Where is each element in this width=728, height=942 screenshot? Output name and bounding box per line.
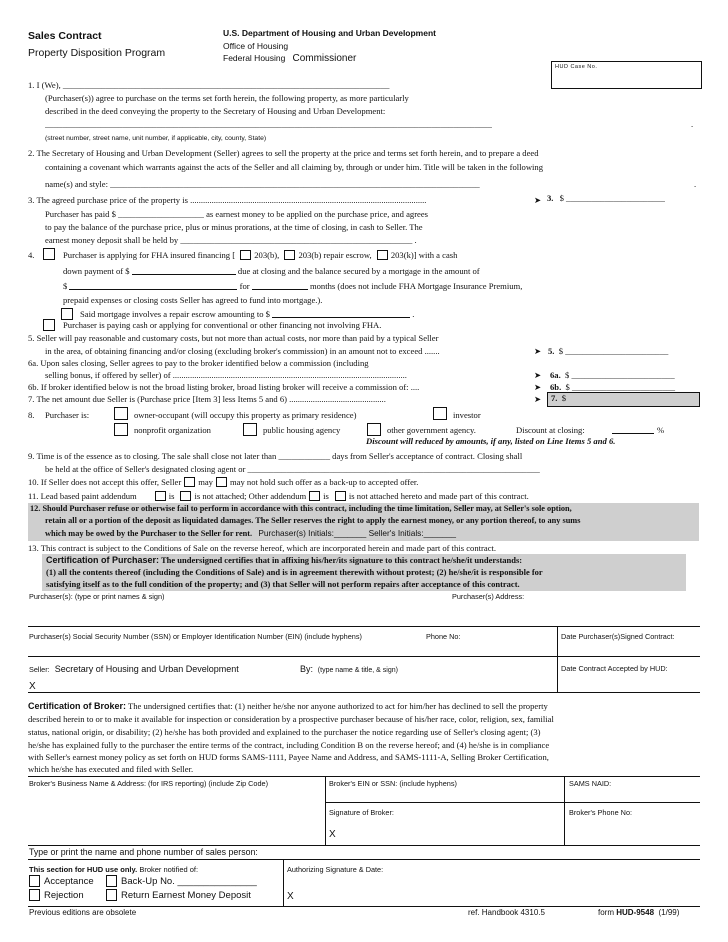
date-accepted-label: Date Contract Accepted by HUD: bbox=[561, 664, 668, 673]
cash-financing-checkbox[interactable] bbox=[43, 319, 55, 331]
broker-signature-label: Signature of Broker: bbox=[329, 808, 394, 817]
broker-ein-label: Broker's EIN or SSN: (include hyphens) bbox=[329, 779, 457, 788]
item-1-dot: . bbox=[691, 119, 694, 129]
other-addendum-is-not-checkbox[interactable] bbox=[335, 491, 346, 501]
purchasers-name-field[interactable] bbox=[28, 600, 451, 626]
broker-cert-line-1: Certification of Broker: The undersigned certifies that: (1) neither he/she nor anyone authorized to act for him/her has declined to sell the property bbox=[28, 701, 548, 711]
footer-form-number: form HUD-9548 (1/99) bbox=[598, 908, 680, 917]
date-signed-label: Date Purchaser(s)Signed Contract: bbox=[561, 632, 675, 641]
item-1-line-b: (Purchaser(s)) agree to purchase on the terms set forth herein, the following property, as more particularly bbox=[45, 93, 409, 103]
item-12-line-a: 12. Should Purchaser refuse or otherwise fail to perform in accordance with this contract, including the time limitation, Seller may, at Seller's sole option, bbox=[30, 504, 572, 513]
item-1-line-a: 1. I (We), ____________________________________________________________________________ bbox=[28, 80, 390, 90]
item-3-line-a: 3. The agreed purchase price of the property is .............................................................................................................. bbox=[28, 195, 427, 205]
item-2-name-style-line[interactable]: name(s) and style: ______________________________________________________________________________________ bbox=[45, 179, 480, 189]
repair-escrow-amount-field[interactable] bbox=[272, 309, 410, 318]
item-3-dollar: $ _______________________ bbox=[559, 193, 665, 203]
broker-cert-line-3: status, national origin, or disability; (2) he/she has both provided and explained to the purchaser the notice regarding use of Seller's closing agent; (3) bbox=[28, 727, 541, 737]
auth-signature-label: Authorizing Signature & Date: bbox=[287, 865, 384, 874]
public-housing-label: public housing agency bbox=[263, 425, 341, 435]
broker-cert-line-5: with Seller's earnest money policy as set forth on HUD forms SAMS-1111, Payee Name and Address, and SAMS-1111-A, Selling Broker Certification, bbox=[28, 752, 549, 762]
discount-percent: % bbox=[657, 425, 665, 435]
item-8-number: 8. bbox=[28, 410, 35, 420]
item-6b-line: 6b. If broker identified below is not the broad listing broker, broad listing broker will receive a commission of: .... bbox=[28, 382, 420, 392]
return-em-label: Return Earnest Money Deposit bbox=[121, 890, 251, 901]
item-4-line-f: Purchaser is paying cash or applying for conventional or other financing not involving FHA. bbox=[63, 320, 382, 330]
other-addendum-is-checkbox[interactable] bbox=[309, 491, 320, 501]
purchasers-label: Purchaser(s): (type or print names & sign) bbox=[29, 592, 165, 601]
item-5-line-a: 5. Seller will pay reasonable and customary costs, but not more than actual costs, nor more than paid by a typical Seller bbox=[28, 333, 439, 343]
item-1-address-line[interactable]: ________________________________________________________________________________________________________ bbox=[45, 119, 492, 129]
item-6b-field[interactable]: 6b. $ ________________________ bbox=[550, 382, 676, 392]
item-7-net-amount-field[interactable]: 7. $ bbox=[547, 392, 700, 407]
203b-checkbox[interactable] bbox=[240, 250, 251, 260]
item-9-line-a: 9. Time is of the essence as to closing. The sale shall close not later than ____________ days from Seller's acceptance of contract. Closing shall bbox=[28, 451, 523, 461]
item-4-fha-checkbox[interactable] bbox=[43, 248, 55, 260]
nonprofit-label: nonprofit organization bbox=[134, 425, 211, 435]
broker-cert-line-6: which he/she has executed and filed with Seller. bbox=[28, 764, 194, 774]
sales-person-label: Type or print the name and phone number of sales person: bbox=[29, 847, 258, 857]
item-4-line-a: Purchaser is applying for FHA insured financing [ 203(b), 203(b) repair escrow, 203(k)] with a cash bbox=[63, 250, 458, 260]
cert-line-b: (1) all the contents thereof (including the Conditions of Sale) and is in agreement therewith without protest; (2) he/she/it is responsible for bbox=[46, 567, 543, 577]
item-6a-arrow-icon: ➤ bbox=[534, 370, 542, 380]
owner-occupant-label: owner-occupant (will occupy this property as primary residence) bbox=[134, 410, 357, 420]
item-5-line-b: in the area, of obtaining financing and/or closing (excluding broker's commission) in an amount not to exceed ....... bbox=[45, 346, 440, 356]
owner-occupant-checkbox[interactable] bbox=[114, 407, 128, 420]
other-gov-checkbox[interactable] bbox=[367, 423, 381, 436]
item-9-line-b: be held at the office of Seller's designated closing agent or ____________________________________________________________________ bbox=[45, 464, 540, 474]
backup-may-not-checkbox[interactable] bbox=[216, 477, 227, 487]
public-housing-checkbox[interactable] bbox=[243, 423, 257, 436]
broker-cert-line-2: described herein to or to make it available for inspection or consideration by a prospective purchaser because of his/her race, color, religion, sex, familial bbox=[28, 714, 554, 724]
item-3-box-label: 3. bbox=[547, 193, 554, 203]
footer-obsolete: Previous editions are obsolete bbox=[29, 908, 137, 917]
acceptance-label: Acceptance bbox=[44, 876, 94, 887]
rejection-checkbox[interactable] bbox=[29, 889, 40, 901]
form-title: Sales Contract bbox=[28, 30, 102, 42]
broker-signature-x[interactable]: X bbox=[329, 829, 336, 840]
repair-escrow-checkbox[interactable] bbox=[61, 308, 73, 320]
mortgage-months-field[interactable] bbox=[252, 281, 308, 290]
ssn-field[interactable] bbox=[28, 642, 553, 656]
hud-only-label: This section for HUD use only. Broker notified of: bbox=[29, 865, 199, 874]
item-12-line-b: retain all or a portion of the deposit as liquidated damages. The Seller reserves the right to apply the earnest money, or any portion thereof, to any sums bbox=[45, 516, 581, 525]
item-7-arrow-icon: ➤ bbox=[534, 394, 542, 404]
item-4-line-b: down payment of $ due at closing and the balance secured by a mortgage in the amount of bbox=[63, 266, 480, 276]
acceptance-checkbox[interactable] bbox=[29, 875, 40, 887]
203k-checkbox[interactable] bbox=[377, 250, 388, 260]
seller-signature-x[interactable]: X bbox=[29, 681, 36, 692]
item-6b-arrow-icon: ➤ bbox=[534, 382, 542, 392]
broker-name-label: Broker's Business Name & Address: (for IRS reporting) (include Zip Code) bbox=[29, 779, 269, 788]
item-5-field[interactable]: 5. $ ________________________ bbox=[548, 346, 669, 356]
cert-line-c: satisfying itself as to the full condition of the property; and (3) that Seller will not perform repairs after acceptance of this contract. bbox=[46, 579, 520, 589]
broker-phone-label: Broker's Phone No: bbox=[569, 808, 633, 817]
item-3-line-d: earnest money deposit shall be held by ______________________________________________________ . bbox=[45, 235, 417, 245]
lead-paint-is-checkbox[interactable] bbox=[155, 491, 166, 501]
form-subtitle: Property Disposition Program bbox=[28, 47, 166, 59]
discount-note: Discount will reduced by amounts, if any, listed on Line Items 5 and 6. bbox=[366, 436, 616, 446]
hud-case-label: HUD Case No. bbox=[555, 64, 598, 70]
item-2-line-a: 2. The Secretary of Housing and Urban Development (Seller) agrees to sell the property at the price and terms set forth herein, and to prepare a deed bbox=[28, 148, 539, 158]
footer-handbook: ref. Handbook 4310.5 bbox=[468, 908, 545, 917]
auth-signature-x[interactable]: X bbox=[287, 891, 294, 902]
mortgage-amount-field[interactable] bbox=[69, 281, 237, 290]
item-1-line-c: described in the deed conveying the property to the Secretary of Housing and Urban Development: bbox=[45, 106, 386, 116]
item-12-block bbox=[28, 503, 699, 541]
discount-label: Discount at closing: bbox=[516, 425, 585, 435]
broker-cert-line-4: he/she has explained fully to the purchaser the entire terms of the contract, including Condition B on the reverse hereof; and (4) he/she is in compliance bbox=[28, 740, 550, 750]
item-2-line-b: containing a covenant which warrants against the acts of the Seller and all claiming by, through or under him. Title will be taken in the following bbox=[45, 162, 544, 172]
ssn-label: Purchaser(s) Social Security Number (SSN) or Employer Identification Number (EIN) (include hyphens) bbox=[29, 632, 362, 641]
item-13-line: 13. This contract is subject to the Conditions of Sale on the reverse hereof, which are incorporated herein and made part of this contract. bbox=[28, 543, 497, 553]
item-3-arrow-icon: ➤ bbox=[534, 195, 542, 205]
item-11-line: 11. Lead based paint addendum is is not attached; Other addendum is is not attached hereto and made part of this contract. bbox=[28, 491, 529, 501]
fha-name: Federal Housing Commissioner bbox=[223, 53, 357, 64]
item-4-line-c: $ for months (does not include FHA Mortgage Insurance Premium, bbox=[63, 281, 523, 291]
investor-label: investor bbox=[453, 410, 481, 420]
item-1-address-caption: (street number, street name, unit number, if applicable, city, county, State) bbox=[45, 135, 267, 142]
backup-checkbox[interactable] bbox=[106, 875, 117, 887]
item-4-line-d: prepaid expenses or closing costs Seller has agreed to fund into mortgage.). bbox=[63, 295, 323, 305]
nonprofit-checkbox[interactable] bbox=[114, 423, 128, 436]
item-5-arrow-icon: ➤ bbox=[534, 346, 542, 356]
other-gov-label: other government agency. bbox=[387, 425, 476, 435]
backup-label: Back-Up No. _______________ bbox=[121, 876, 257, 887]
item-4-line-e: Said mortgage involves a repair escrow amounting to $ . bbox=[80, 309, 415, 319]
item-12-line-c: which may be owed by the Purchaser to the Seller for rent. Purchaser(s) Initials:_______ Seller's Initials:_______ bbox=[45, 528, 456, 538]
seller-line: Seller: Secretary of Housing and Urban Development bbox=[29, 664, 239, 674]
purchaser-certification-block bbox=[42, 554, 686, 591]
item-6a-line-b: selling bonus, if offered by seller) of ............................................................................................................. bbox=[45, 370, 407, 380]
item-2-dot: . bbox=[694, 179, 697, 189]
sams-naid-label: SAMS NAID: bbox=[569, 779, 612, 788]
item-3-line-c: to pay the balance of the purchase price, plus or minus prorations, at the time of closing, in cash to Seller. The bbox=[45, 222, 423, 232]
discount-field[interactable] bbox=[612, 433, 654, 434]
item-4-number: 4. bbox=[28, 250, 35, 260]
purchasers-address-label: Purchaser(s) Address: bbox=[452, 592, 525, 601]
203b-repair-checkbox[interactable] bbox=[284, 250, 295, 260]
item-6a-field[interactable]: 6a. $ ________________________ bbox=[550, 370, 675, 380]
by-line[interactable]: By: (type name & title, & sign) bbox=[300, 664, 398, 674]
lead-paint-is-not-checkbox[interactable] bbox=[180, 491, 191, 501]
rejection-label: Rejection bbox=[44, 890, 84, 901]
down-payment-field[interactable] bbox=[132, 266, 236, 275]
cert-line-a: Certification of Purchaser: The undersigned certifies that in affixing his/her/its signature to this contract he/she/it understands: bbox=[46, 555, 523, 565]
return-em-checkbox[interactable] bbox=[106, 889, 117, 901]
broker-name-field[interactable] bbox=[28, 788, 324, 845]
office-name: Office of Housing bbox=[223, 41, 289, 51]
item-6a-line-a: 6a. Upon sales closing, Seller agrees to pay to the broker identified below a commission (including bbox=[28, 358, 369, 368]
dept-name: U.S. Department of Housing and Urban Development bbox=[223, 28, 436, 38]
item-3-price-field[interactable] bbox=[547, 193, 702, 207]
backup-may-checkbox[interactable] bbox=[184, 477, 195, 487]
initials-fields[interactable]: Purchaser(s) Initials:_______ Seller's Initials:_______ bbox=[258, 528, 456, 538]
phone-label: Phone No: bbox=[426, 632, 461, 641]
investor-checkbox[interactable] bbox=[433, 407, 447, 420]
item-3-line-b: Purchaser has paid $ ____________________ as earnest money to be applied on the purchase price, and agrees bbox=[45, 209, 429, 219]
item-8-label: Purchaser is: bbox=[45, 410, 90, 420]
item-10-line: 10. If Seller does not accept this offer, Seller may may not hold such offer as a back-up to accepted offer. bbox=[28, 477, 419, 487]
item-7-line: 7. The net amount due Seller is (Purchase price [Item 3] less Items 5 and 6) ............................................. bbox=[28, 394, 386, 404]
purchasers-address-field[interactable] bbox=[452, 600, 700, 626]
